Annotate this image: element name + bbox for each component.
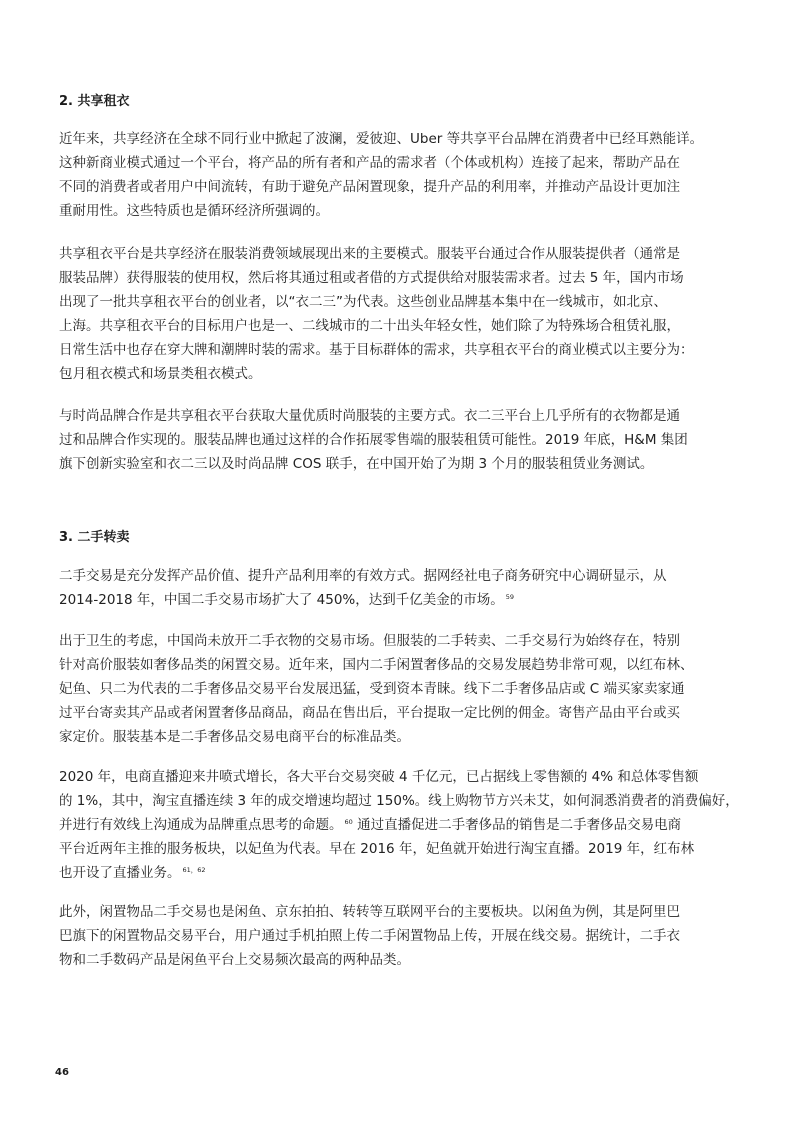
text-line: 出于卫生的考虑，中国尚未放开二手衣物的交易市场。但服装的二手转卖、二手交易行为始终存在，特别 (59, 633, 680, 649)
text-line: 共享租衣平台是共享经济在服装消费领域展现出来的主要模式。服装平台通过合作从服装提供者（通常是 (59, 246, 680, 262)
footnote-ref[interactable]: 60 (344, 818, 353, 826)
text-segment: 也开设了直播业务。 (59, 865, 181, 881)
text-line: 近年来，共享经济在全球不同行业中掀起了波澜，爱彼迎、Uber 等共享平台品牌在消费者中已经耳熟能详。 (59, 131, 704, 147)
text-line: 不同的消费者或者用户中间流转，有助于避免产品闲置现象，提升产品的利用率，并推动产品设计更加注 (59, 179, 680, 195)
paragraph-sharing-economy (59, 127, 739, 223)
text-line: 重耐用性。这些特质也是循环经济所强调的。 (59, 203, 329, 219)
text-line: 服装品牌）获得服装的使用权，然后将其通过租或者借的方式提供给对服装需求者。过去 5 年，国内市场 (59, 270, 684, 286)
paragraph-second-hand-market (59, 564, 739, 612)
text-line: 出现了一批共享租衣平台的创业者，以“衣二三”为代表。这些创业品牌基本集中在一线城市，如北京、 (59, 294, 667, 310)
footnote-ref[interactable]: 59 (505, 593, 515, 601)
text-line (59, 861, 739, 885)
text-line: 家定价。服装基本是二手奢侈品交易电商平台的标准品类。 (59, 729, 410, 745)
text-line: 平台近两年主推的服务板块，以妃鱼为代表。早在 2016 年，妃鱼就开始进行淘宝直播。2019 年，红布林 (59, 841, 695, 857)
paragraph-luxury-resale (59, 629, 739, 749)
text-line: 物和二手数码产品是闲鱼平台上交易频次最高的两种品类。 (59, 952, 410, 968)
section-heading-second-hand-resale: 3. 二手转卖 (59, 530, 130, 545)
text-line: 2020 年，电商直播迎来井喷式增长，各大平台交易突破 4 千亿元，已占据线上零售额的 4% 和总体零售额 (59, 769, 699, 785)
text-line: 这种新商业模式通过一个平台，将产品的所有者和产品的需求者（个体或机构）连接了起来，帮助产品在 (59, 155, 680, 171)
paragraph-idle-goods-platforms (59, 900, 739, 972)
text-segment: 通过直播促进二手奢侈品的销售是二手奢侈品交易电商 (352, 817, 682, 833)
text-line: 旗下创新实验室和衣二三以及时尚品牌 COS 联手，在中国开始了为期 3 个月的服装租赁业务测试。 (59, 456, 654, 472)
page-number: 46 (55, 1067, 69, 1078)
text-line: 妃鱼、只二为代表的二手奢侈品交易平台发展迅猛，受到资本青睐。线下二手奢侈品店或 C 端买家卖家通 (59, 681, 685, 697)
text-segment: 并进行有效线上沟通成为品牌重点思考的命题。 (59, 817, 343, 833)
text-line: 日常生活中也存在穿大牌和潮牌时装的需求。基于目标群体的需求，共享租衣平台的商业模式以主要分为： (59, 342, 694, 358)
text-line (59, 588, 739, 612)
paragraph-brand-cooperation (59, 404, 739, 476)
text-line: 巴旗下的闲置物品交易平台，用户通过手机拍照上传二手闲置物品上传，开展在线交易。据统计，二手衣 (59, 928, 680, 944)
paragraph-rental-platform-model (59, 242, 739, 386)
section-heading-sharing-rental: 2. 共享租衣 (59, 94, 130, 109)
text-line: 与时尚品牌合作是共享租衣平台获取大量优质时尚服装的主要方式。衣二三平台上几乎所有的衣物都是通 (59, 408, 680, 424)
text-line: 包月租衣模式和场景类租衣模式。 (59, 366, 262, 382)
text-line: 过和品牌合作实现的。服装品牌也通过这样的合作拓展零售端的服装租赁可能性。2019 年底，H&M 集团 (59, 432, 688, 448)
text-line: 的 1%，其中，淘宝直播连续 3 年的成交增速均超过 150%。线上购物节方兴未艾，如何洞悉消费者的消费偏好， (59, 793, 739, 809)
text-line: 过平台寄卖其产品或者闲置奢侈品商品，商品在售出后，平台提取一定比例的佣金。寄售产品由平台或买 (59, 705, 680, 721)
text-line: 二手交易是充分发挥产品价值、提升产品利用率的有效方式。据网经社电子商务研究中心调研显示，从 (59, 568, 667, 584)
text-line: 针对高价服装如奢侈品类的闲置交易。近年来，国内二手闲置奢侈品的交易发展趋势非常可观，以红布林、 (59, 657, 694, 673)
footnote-ref[interactable]: 61，62 (182, 866, 206, 874)
text-line (59, 813, 739, 837)
text-segment: 2014-2018 年，中国二手交易市场扩大了 450%，达到千亿美金的市场。 (59, 592, 504, 608)
paragraph-live-streaming (59, 765, 739, 885)
text-line: 此外，闲置物品二手交易也是闲鱼、京东拍拍、转转等互联网平台的主要板块。以闲鱼为例，其是阿里巴 (59, 904, 680, 920)
text-line: 上海。共享租衣平台的目标用户也是一、二线城市的二十出头年轻女性，她们除了为特殊场合租赁礼服， (59, 318, 680, 334)
